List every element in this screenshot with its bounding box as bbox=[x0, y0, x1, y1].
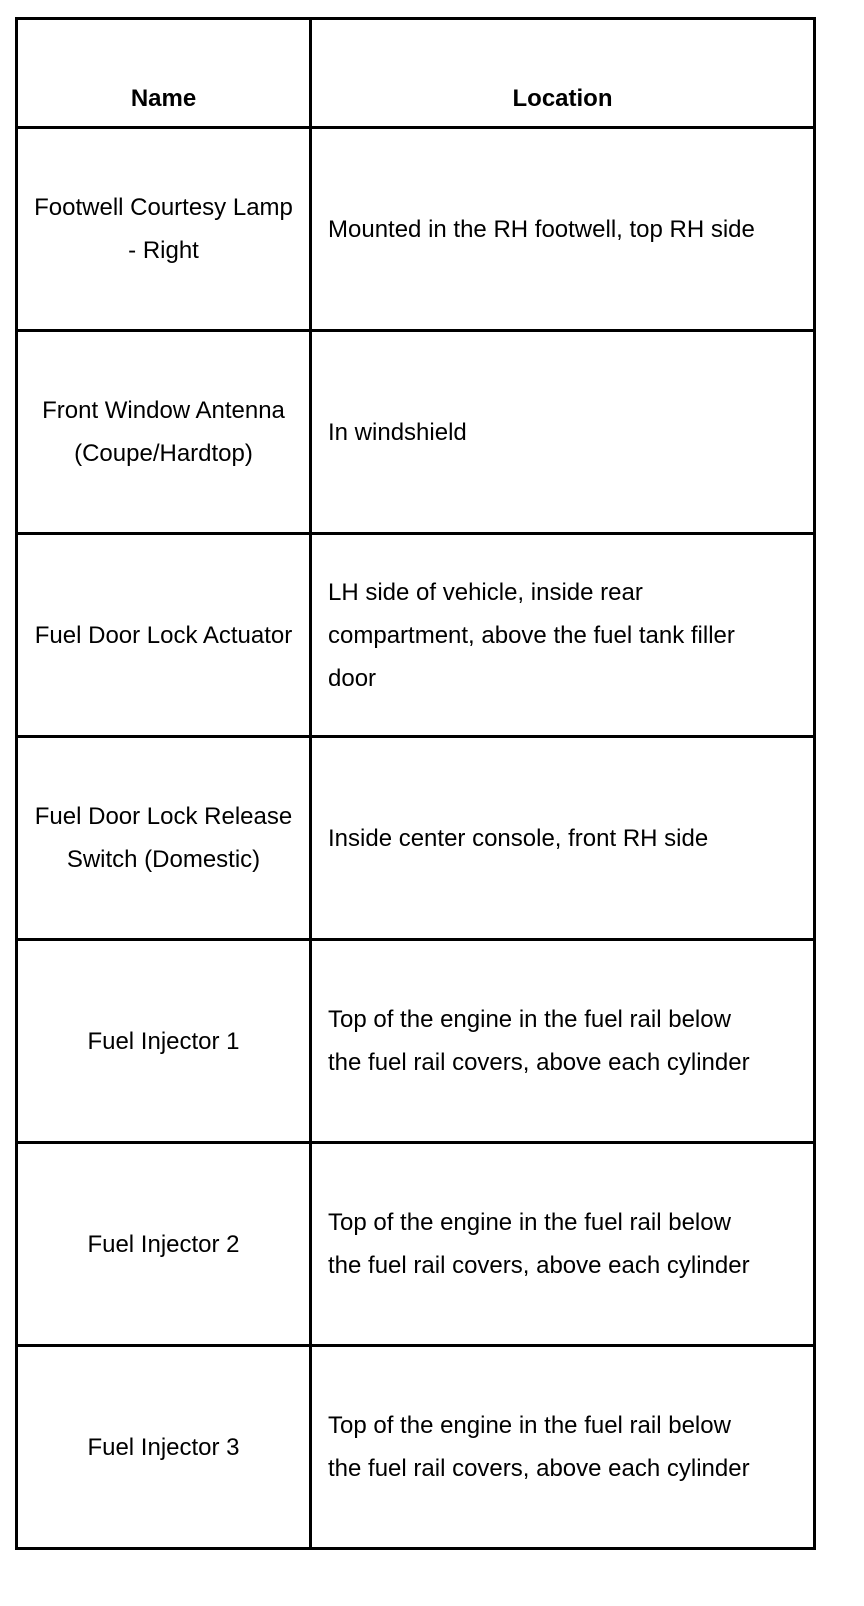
name-cell: Fuel Door Lock Actuator bbox=[17, 534, 311, 737]
table-row bbox=[17, 331, 815, 534]
name-cell: Footwell Courtesy Lamp - Right bbox=[17, 128, 311, 331]
location-cell: Inside center console, front RH side bbox=[311, 737, 815, 940]
name-column-header: Name bbox=[17, 19, 311, 128]
table-body bbox=[17, 128, 815, 1549]
table-row bbox=[17, 128, 815, 331]
table-row bbox=[17, 940, 815, 1143]
location-cell: Mounted in the RH footwell, top RH side bbox=[311, 128, 815, 331]
location-cell: In windshield bbox=[311, 331, 815, 534]
name-cell: Fuel Injector 2 bbox=[17, 1143, 311, 1346]
name-cell: Fuel Door Lock Release Switch (Domestic) bbox=[17, 737, 311, 940]
name-cell: Fuel Injector 3 bbox=[17, 1346, 311, 1549]
name-cell: Front Window Antenna (Coupe/Hardtop) bbox=[17, 331, 311, 534]
location-cell: Top of the engine in the fuel rail below the fuel rail covers, above each cylinder bbox=[311, 1346, 815, 1549]
location-cell: Top of the engine in the fuel rail below the fuel rail covers, above each cylinder bbox=[311, 940, 815, 1143]
name-cell: Fuel Injector 1 bbox=[17, 940, 311, 1143]
location-cell: LH side of vehicle, inside rear compartment, above the fuel tank filler door bbox=[311, 534, 815, 737]
location-cell: Top of the engine in the fuel rail below the fuel rail covers, above each cylinder bbox=[311, 1143, 815, 1346]
table-row bbox=[17, 1143, 815, 1346]
table-row bbox=[17, 737, 815, 940]
table-header bbox=[17, 19, 815, 128]
header-row bbox=[17, 19, 815, 128]
component-location-table bbox=[15, 17, 816, 1550]
location-column-header: Location bbox=[311, 19, 815, 128]
table-row bbox=[17, 534, 815, 737]
table-row bbox=[17, 1346, 815, 1549]
